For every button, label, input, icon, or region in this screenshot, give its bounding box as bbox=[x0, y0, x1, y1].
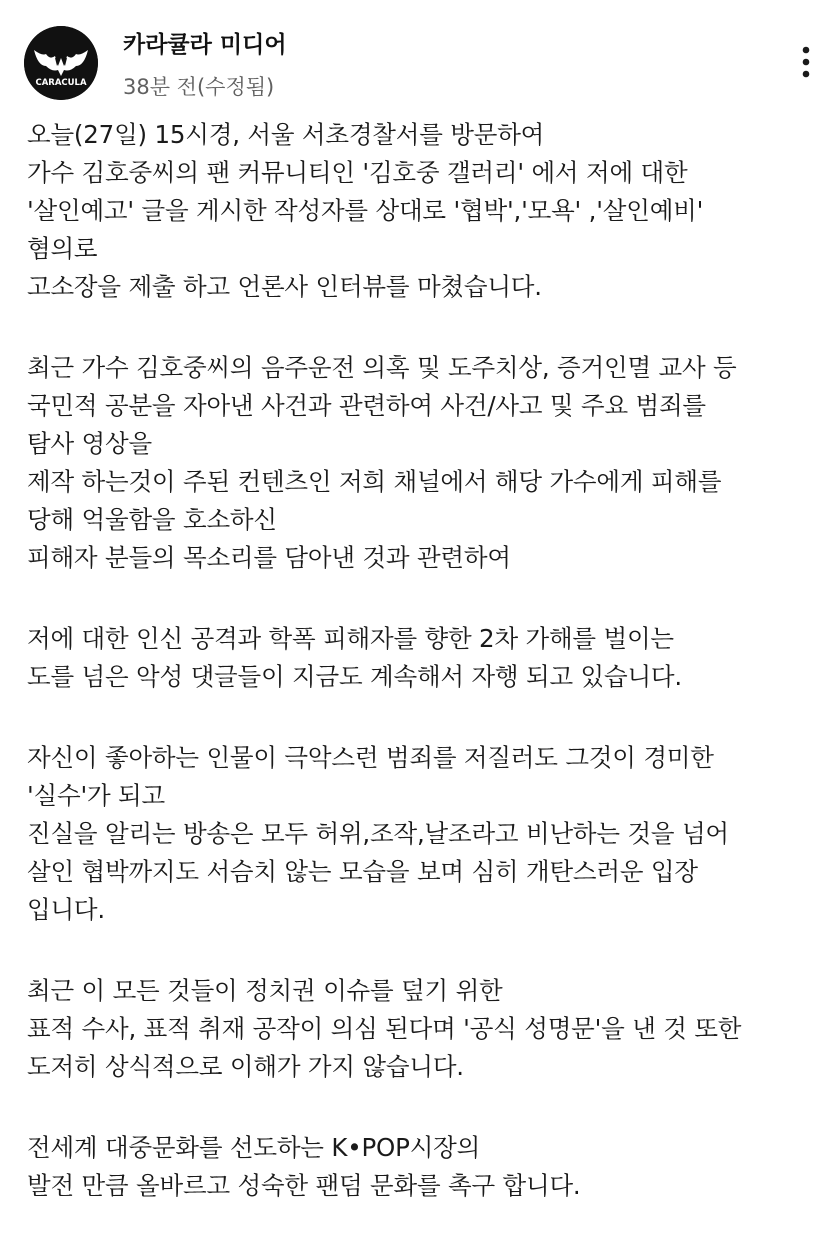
post-text-line: '실수'가 되고 bbox=[27, 781, 165, 810]
post-text-line: 혐의로 bbox=[27, 234, 98, 263]
post-header bbox=[0, 0, 840, 120]
post-text-line: 도저히 상식적으로 이해가 가지 않습니다. bbox=[27, 1052, 464, 1081]
caracula-logo-icon bbox=[24, 26, 98, 100]
post-text-line: 피해자 분들의 목소리를 담아낸 것과 관련하여 bbox=[27, 543, 511, 572]
post-timestamp: 38분 전(수정됨) bbox=[123, 75, 275, 99]
post-text-line: 자신이 좋아하는 인물이 극악스런 범죄를 저질러도 그것이 경미한 bbox=[27, 743, 714, 772]
post-text-line: 진실을 알리는 방송은 모두 허위,조작,날조라고 비난하는 것을 넘어 bbox=[27, 819, 729, 848]
post-text-line: 저에 대한 인신 공격과 학폭 피해자를 향한 2차 가해를 벌이는 bbox=[27, 624, 674, 653]
post-body bbox=[27, 116, 827, 1248]
post-text-line: 전세계 대중문화를 선도하는 K•POP시장의 bbox=[27, 1133, 481, 1162]
post-text-line: '살인예고' 글을 게시한 작성자를 상대로 '협박','모욕' ,'살인예비' bbox=[27, 196, 704, 225]
post-text-line: 최근 이 모든 것들이 정치권 이슈를 덮기 위한 bbox=[27, 976, 503, 1005]
post-paragraph bbox=[27, 1129, 827, 1205]
channel-avatar[interactable] bbox=[24, 26, 98, 100]
post-text-line: 당해 억울함을 호소하신 bbox=[27, 505, 277, 534]
post-text-line: 발전 만큼 올바르고 성숙한 팬덤 문화를 촉구 합니다. bbox=[27, 1171, 581, 1200]
post-text-line: 오늘(27일) 15시경, 서울 서초경찰서를 방문하여 bbox=[27, 120, 545, 149]
post-text-line: 도를 넘은 악성 댓글들이 지금도 계속해서 자행 되고 있습니다. bbox=[27, 662, 682, 691]
post-text-line: 입니다. bbox=[27, 895, 105, 924]
post-text-line: 살인 협박까지도 서슴치 않는 모습을 보며 심히 개탄스러운 입장 bbox=[27, 857, 698, 886]
post-text-line: 가수 김호중씨의 팬 커뮤니티인 '김호중 갤러리' 에서 저에 대한 bbox=[27, 158, 688, 187]
more-options-button[interactable] bbox=[788, 40, 824, 84]
post-paragraph bbox=[27, 349, 827, 577]
post-paragraph bbox=[27, 972, 827, 1086]
post-paragraph bbox=[27, 739, 827, 929]
post-text-line: 고소장을 제출 하고 언론사 인터뷰를 마쳤습니다. bbox=[27, 272, 542, 301]
post-text-line: 표적 수사, 표적 취재 공작이 의심 된다며 '공식 성명문'을 낸 것 또한 bbox=[27, 1014, 742, 1043]
post-paragraph bbox=[27, 620, 827, 696]
avatar-logo-text: CARACULA bbox=[35, 78, 87, 88]
post-paragraph bbox=[27, 116, 827, 306]
post-text-line: 국민적 공분을 자아낸 사건과 관련하여 사건/사고 및 주요 범죄를 bbox=[27, 391, 706, 420]
channel-name[interactable]: 카라큘라 미디어 bbox=[123, 32, 287, 58]
post-text-line: 제작 하는것이 주된 컨텐츠인 저희 채널에서 해당 가수에게 피해를 bbox=[27, 467, 722, 496]
more-vertical-icon bbox=[801, 44, 811, 80]
post-text-line: 탐사 영상을 bbox=[27, 429, 152, 458]
post-text-line: 최근 가수 김호중씨의 음주운전 의혹 및 도주치상, 증거인멸 교사 등 bbox=[27, 353, 737, 382]
